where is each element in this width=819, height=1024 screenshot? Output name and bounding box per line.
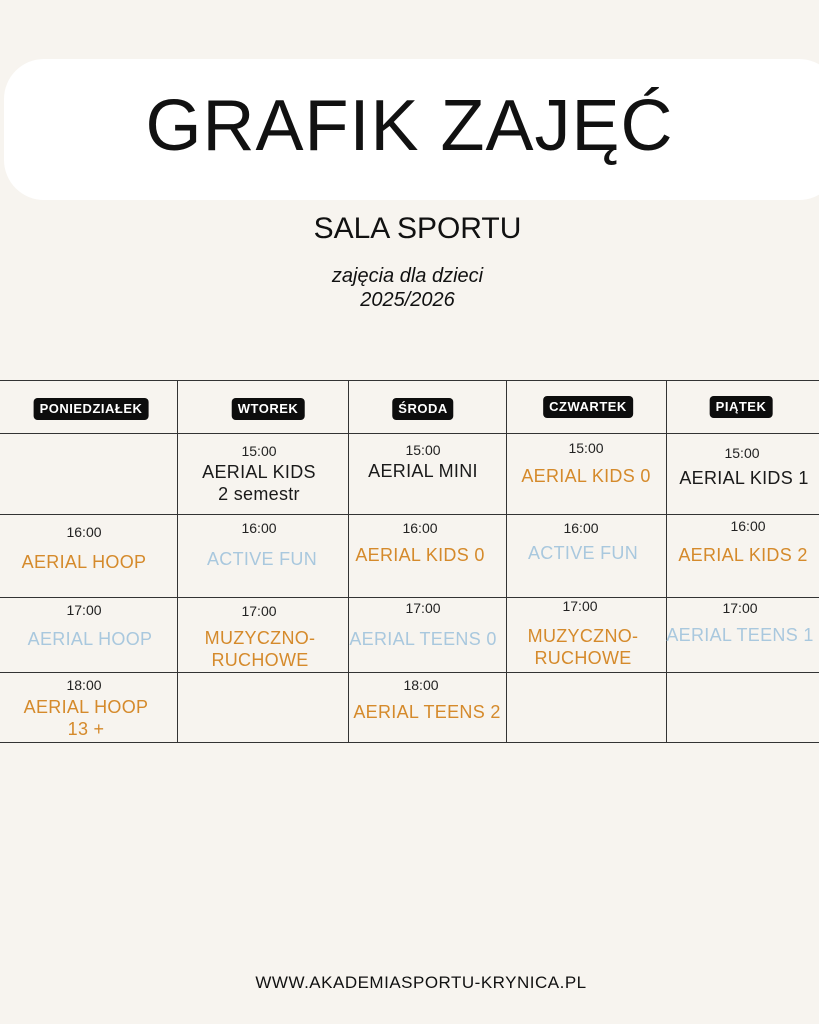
class-name bbox=[349, 628, 496, 650]
class-time: 15:00 bbox=[568, 440, 604, 456]
note-season: 2025/2026 bbox=[360, 289, 455, 311]
class-name bbox=[528, 625, 639, 669]
class-name bbox=[678, 544, 807, 566]
class-name-line: AERIAL TEENS 1 bbox=[666, 625, 814, 645]
class-name-line: AERIAL KIDS 2 bbox=[678, 545, 808, 565]
class-name bbox=[28, 628, 153, 650]
class-name-line: ACTIVE FUN bbox=[206, 549, 318, 569]
class-time: 17:00 bbox=[562, 598, 598, 614]
class-name bbox=[353, 701, 500, 723]
class-name-line: AERIAL TEENS 2 bbox=[353, 702, 501, 722]
table-border-top bbox=[0, 380, 819, 381]
page-subtitle: SALA SPORTU bbox=[313, 212, 522, 245]
class-time: 17:00 bbox=[722, 600, 758, 616]
table-row-divider bbox=[0, 672, 819, 673]
class-time: 17:00 bbox=[405, 600, 441, 616]
class-name-line: AERIAL KIDS 0 bbox=[355, 545, 485, 565]
class-name bbox=[22, 551, 147, 573]
class-name-line: AERIAL HOOP bbox=[27, 629, 153, 649]
class-name-line: AERIAL HOOP bbox=[23, 697, 149, 717]
day-header-monday: PONIEDZIAŁEK bbox=[34, 398, 149, 420]
table-col-divider bbox=[666, 380, 667, 743]
class-name-line: AERIAL KIDS bbox=[202, 462, 316, 482]
class-name-line: AERIAL KIDS 0 bbox=[521, 466, 651, 486]
class-time: 18:00 bbox=[66, 677, 102, 693]
class-time: 15:00 bbox=[405, 442, 441, 458]
class-time: 15:00 bbox=[724, 445, 760, 461]
class-time: 16:00 bbox=[241, 520, 277, 536]
class-name bbox=[24, 696, 149, 740]
class-name bbox=[666, 624, 813, 646]
class-name-line: MUZYCZNO- bbox=[527, 626, 639, 646]
table-row-divider bbox=[0, 433, 819, 434]
note-audience: zajęcia dla dzieci bbox=[331, 265, 484, 287]
class-name bbox=[679, 467, 808, 489]
table-row-divider bbox=[0, 597, 819, 598]
class-time: 16:00 bbox=[563, 520, 599, 536]
class-time: 18:00 bbox=[403, 677, 439, 693]
day-header-wednesday: ŚRODA bbox=[392, 398, 453, 420]
class-name-line: MUZYCZNO- bbox=[204, 628, 316, 648]
table-col-divider bbox=[177, 380, 178, 743]
class-name-line: 2 semestr bbox=[218, 484, 300, 504]
website-link[interactable]: WWW.AKADEMIASPORTU-KRYNICA.PL bbox=[255, 973, 587, 992]
table-col-divider bbox=[506, 380, 507, 743]
day-header-thursday: CZWARTEK bbox=[543, 396, 633, 418]
class-name-line: RUCHOWE bbox=[211, 650, 309, 670]
class-name bbox=[521, 465, 650, 487]
class-name-line: 13 + bbox=[67, 719, 105, 739]
class-time: 16:00 bbox=[402, 520, 438, 536]
class-time: 16:00 bbox=[730, 518, 766, 534]
class-name-line: AERIAL KIDS 1 bbox=[679, 468, 809, 488]
class-name bbox=[207, 548, 317, 570]
class-name bbox=[368, 460, 478, 482]
table-col-divider bbox=[348, 380, 349, 743]
class-name bbox=[202, 461, 316, 505]
day-header-tuesday: WTOREK bbox=[232, 398, 305, 420]
schedule-note bbox=[0, 264, 815, 312]
class-name bbox=[528, 542, 638, 564]
class-name-line: AERIAL HOOP bbox=[21, 552, 147, 572]
class-name-line: ACTIVE FUN bbox=[527, 543, 639, 563]
class-name-line: AERIAL TEENS 0 bbox=[349, 629, 497, 649]
class-time: 15:00 bbox=[241, 443, 277, 459]
class-time: 16:00 bbox=[66, 524, 102, 540]
class-name-line: RUCHOWE bbox=[534, 648, 632, 668]
class-time: 17:00 bbox=[66, 602, 102, 618]
day-header-friday: PIĄTEK bbox=[710, 396, 773, 418]
class-name-line: AERIAL MINI bbox=[368, 461, 478, 481]
schedule-table bbox=[0, 380, 819, 743]
page-title: GRAFIK ZAJĘĆ bbox=[145, 86, 674, 166]
class-name bbox=[205, 627, 316, 671]
class-time: 17:00 bbox=[241, 603, 277, 619]
table-border-bottom bbox=[0, 742, 819, 743]
class-name bbox=[355, 544, 484, 566]
table-row-divider bbox=[0, 514, 819, 515]
